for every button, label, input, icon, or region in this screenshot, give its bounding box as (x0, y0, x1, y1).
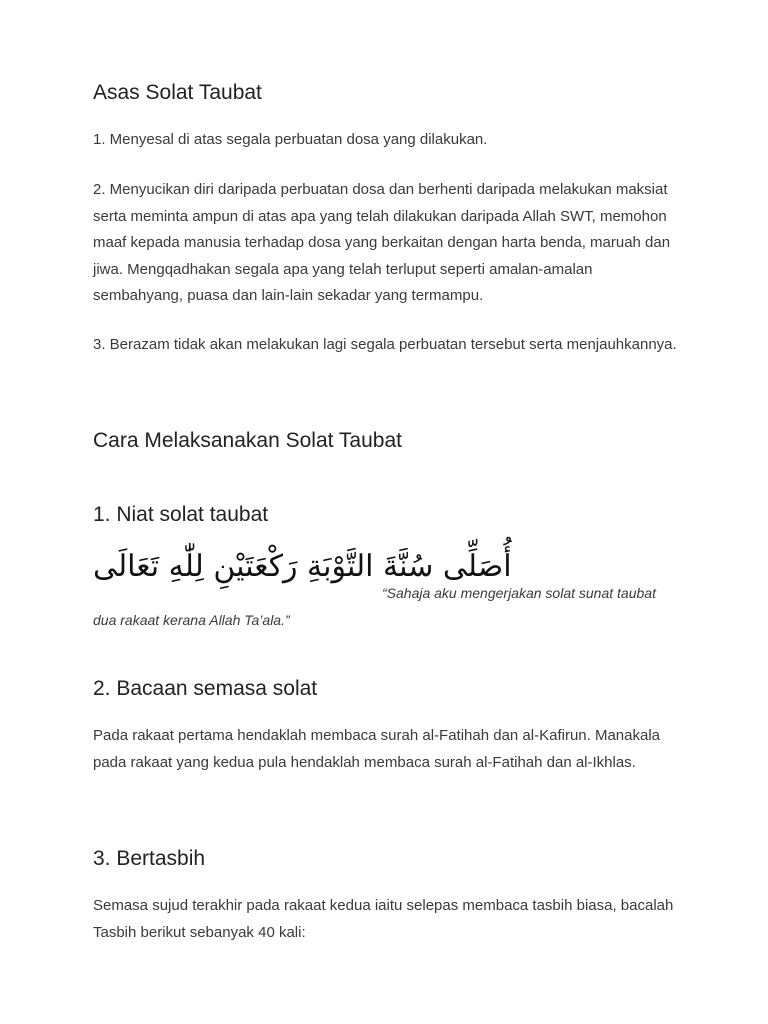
heading-bacaan-semasa-solat: 2. Bacaan semasa solat (93, 677, 318, 700)
heading-asas-solat-taubat: Asas Solat Taubat (93, 81, 262, 104)
niat-translation: “Sahaja aku mengerjakan solat sunat taubat dua rakaat kerana Allah Ta’ala.” (93, 585, 656, 628)
asas-point-2: 2. Menyucikan diri daripada perbuatan dosa dan berhenti daripada melakukan maksiat serta meminta ampun di atas apa yang telah dilakukan daripada Allah SWT, memohon maaf kepada manusia terhadap dosa yang berkaitan dengan harta benda, maruah dan jiwa. Mengqadhakan segala apa yang telah terluput seperti amalan-amalan sembahyang, puasa dan lain-lain sekadar yang termampu. (93, 181, 671, 304)
tasbih-body: Semasa sujud terakhir pada rakaat kedua iaitu selepas membaca tasbih biasa, bacalah Tasbih berikut sebanyak 40 kali: (93, 897, 674, 941)
heading-cara-melaksanakan: Cara Melaksanakan Solat Taubat (93, 429, 402, 452)
heading-niat-solat-taubat: 1. Niat solat taubat (93, 503, 269, 526)
bacaan-body: Pada rakaat pertama hendaklah membaca surah al-Fatihah dan al-Kafirun. Manakala pada rakaat yang kedua pula hendaklah membaca surah al-Fatihah dan al-Ikhlas. (93, 727, 660, 771)
asas-point-3: 3. Berazam tidak akan melakukan lagi segala perbuatan tersebut serta menjauhkannya. (93, 336, 677, 353)
asas-point-1: 1. Menyesal di atas segala perbuatan dosa yang dilakukan. (93, 131, 488, 148)
niat-arabic-text: أُصَلِّى سُنَّةَ التَّوْبَةِ رَكْعَتَيْنِ لِلّٰهِ تَعَالَى (93, 549, 512, 584)
heading-bertasbih: 3. Bertasbih (93, 847, 206, 870)
